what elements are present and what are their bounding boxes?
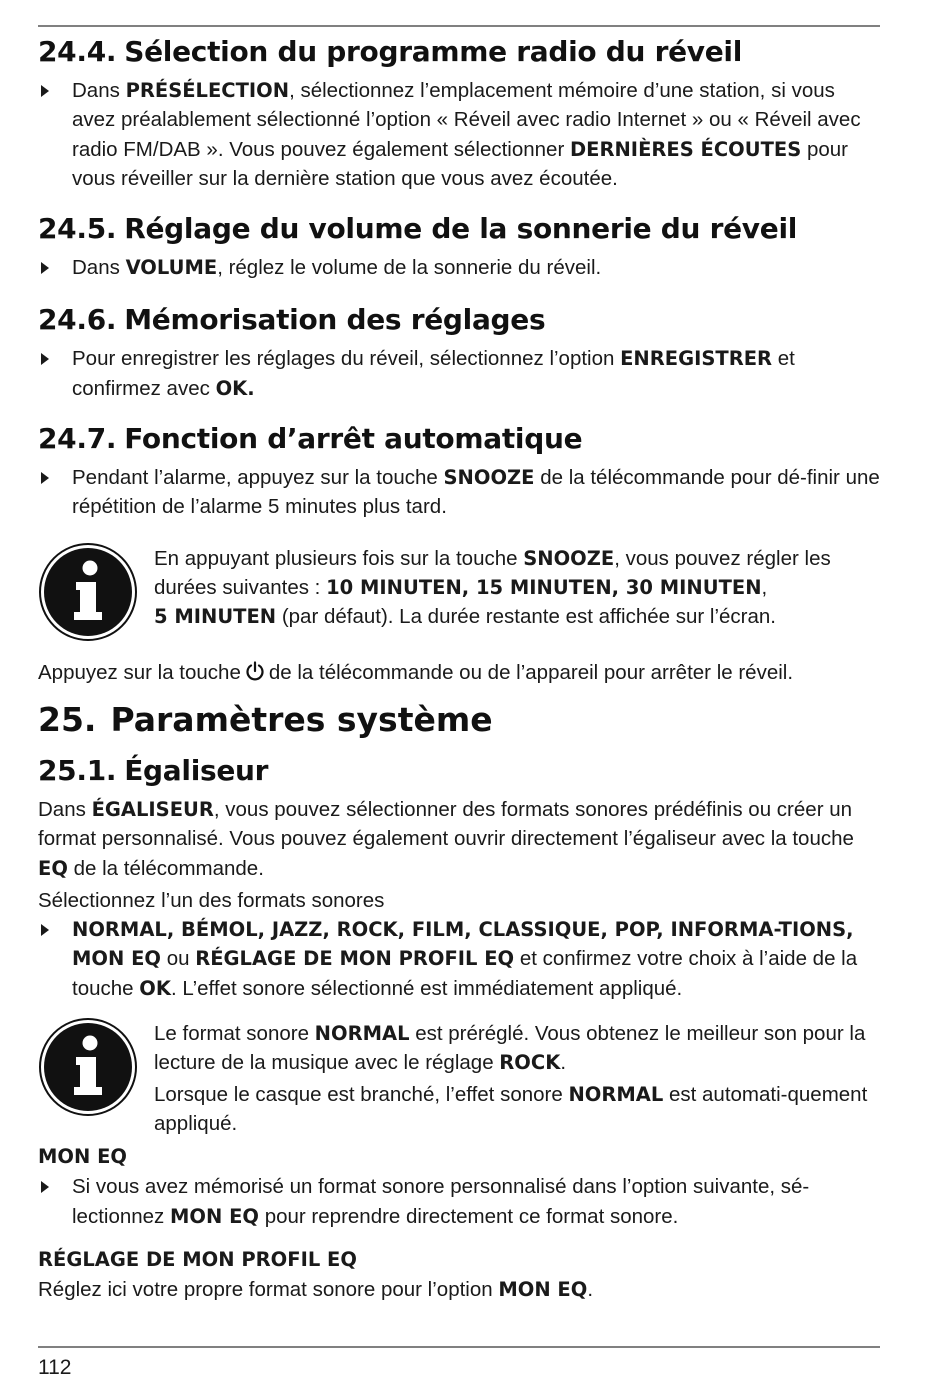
arrow-bullet-icon [38, 344, 72, 403]
heading-24-4: 24.4. Sélection du programme radio du réveil [38, 35, 743, 68]
arrow-bullet-icon [38, 915, 72, 1003]
power-icon [245, 661, 265, 681]
arrow-bullet-icon [38, 463, 72, 522]
info-note-normal: Le format sonore NORMAL est préréglé. Vous obtenez le meilleur son pour la lecture de la musique avec le réglage ROCK. Lorsque le casque est branché, l’effet sonore NORMAL est automati-quement appliqué. [38, 1017, 880, 1138]
arrow-bullet-icon [38, 253, 72, 282]
arrow-bullet-icon [38, 1172, 72, 1231]
heading-25: 25. Paramètres système [38, 699, 493, 739]
heading-25-1: 25.1. Égaliseur [38, 753, 269, 787]
subheading-mon-eq: MON EQ [38, 1145, 127, 1169]
top-rule [38, 25, 880, 27]
bullet-preselection: Dans PRÉSÉLECTION, sélectionnez l’emplacement mémoire d’une station, si vous avez préalablement sélectionné l’option « Réveil avec radio Internet » ou « Réveil avec radio FM/DAB ». Vous pouvez également sélectionner DERNIÈRES ÉCOUTES pour vous réveiller sur la dernière station que vous avez écoutée. [38, 76, 880, 193]
heading-24-6: 24.6. Mémorisation des réglages [38, 303, 546, 337]
subheading-reglage-profil: RÉGLAGE DE MON PROFIL EQ [38, 1247, 357, 1271]
heading-24-7: 24.7. Fonction d’arrêt automatique [38, 422, 583, 456]
bullet-mon-eq: Si vous avez mémorisé un format sonore personnalisé dans l’option suivante, sé-lectionnez MON EQ pour reprendre directement ce format sonore. [38, 1172, 880, 1231]
page-content [38, 28, 880, 1304]
bullet-save: Pour enregistrer les réglages du réveil, sélectionnez l’option ENREGISTRER et confirmez avec OK. [38, 344, 880, 403]
bottom-rule [38, 1346, 880, 1348]
bullet-snooze: Pendant l’alarme, appuyez sur la touche SNOOZE de la télécommande pour dé-finir une répétition de l’alarme 5 minutes plus tard. [38, 463, 880, 522]
arrow-bullet-icon [38, 76, 72, 193]
info-icon [38, 1017, 138, 1117]
power-instruction: Appuyez sur la touche de la télécommande ou de l’appareil pour arrêter le réveil. [38, 660, 794, 684]
equalizer-intro: Dans ÉGALISEUR, vous pouvez sélectionner des formats sonores prédéfinis ou créer un format personnalisé. Vous pouvez également ouvrir directement l’égaliseur avec la touche EQ de la télécommande. [38, 797, 854, 880]
bullet-volume: Dans VOLUME, réglez le volume de la sonnerie du réveil. [38, 253, 880, 282]
bullet-formats: NORMAL, BÉMOL, JAZZ, ROCK, FILM, CLASSIQUE, POP, INFORMA-TIONS, MON EQ ou RÉGLAGE DE MON PROFIL EQ et confirmez votre choix à l’aide de la touche OK. L’effet sonore sélectionné est immédiatement appliqué. [38, 915, 880, 1003]
select-format-text: Sélectionnez l’un des formats sonores [38, 888, 385, 912]
info-icon [38, 542, 138, 642]
info-note-snooze: En appuyant plusieurs fois sur la touche SNOOZE, vous pouvez régler les durées suivantes : 10 MINUTEN, 15 MINUTEN, 30 MINUTEN, 5 MINUTEN (par défaut). La durée restante est affichée sur l’écran. [38, 542, 880, 642]
page-number: 112 [38, 1356, 72, 1379]
reglage-text: Réglez ici votre propre format sonore pour l’option MON EQ. [38, 1277, 594, 1301]
heading-24-5: 24.5. Réglage du volume de la sonnerie du réveil [38, 212, 798, 246]
